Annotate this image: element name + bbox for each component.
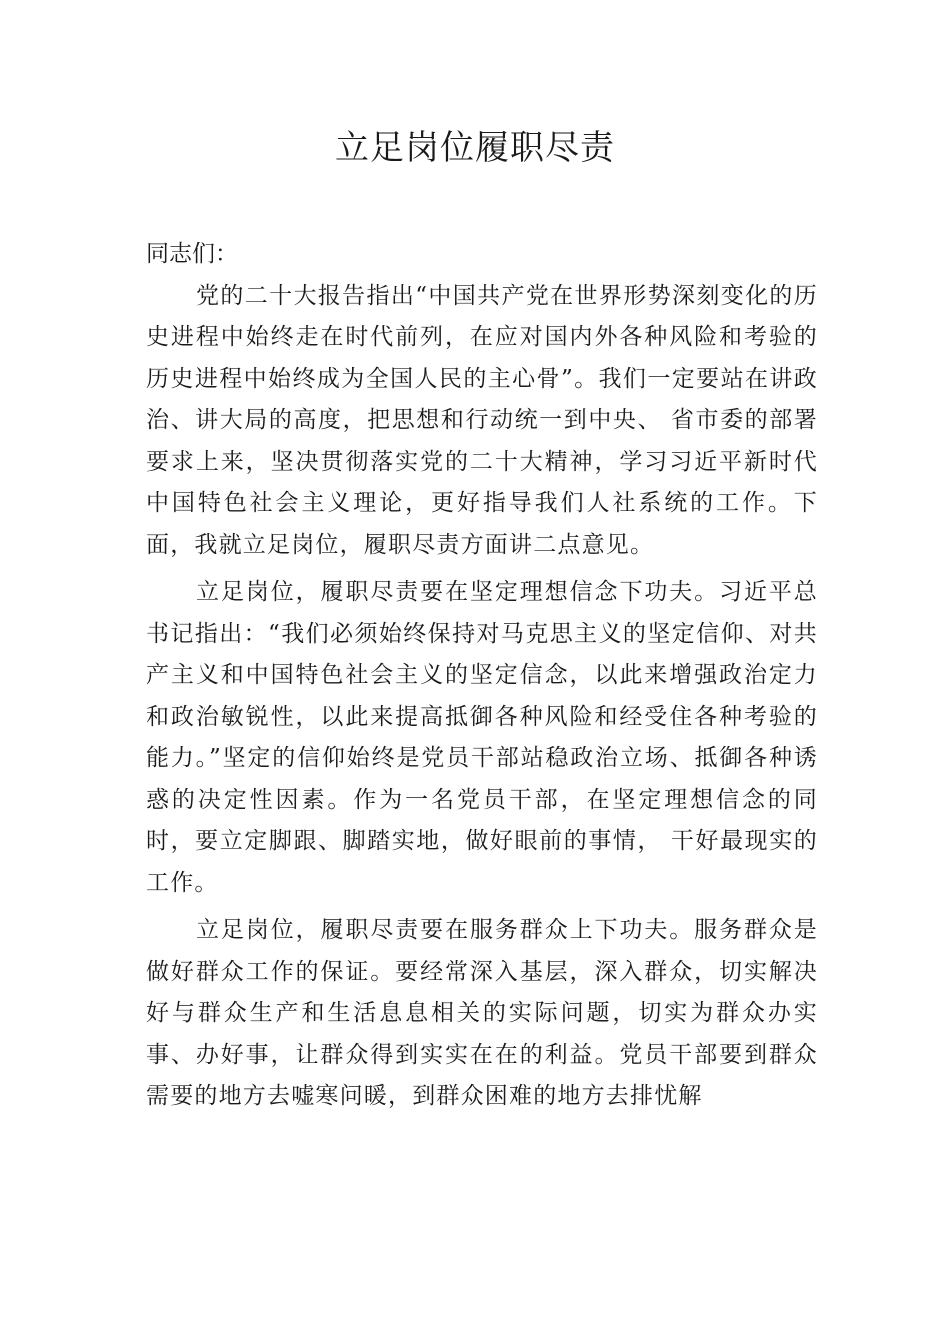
document-body xyxy=(146,234,818,1118)
paragraph-2: 立足岗位，履职尽责要在坚定理想信念下功夫。习近平总书记指出：“我们必须始终保持对马克思主义的坚定信仰、对共产主义和中国特色社会主义的坚定信念，以此来增强政治定力和政治敏锐性，以此来提高抵御各种风险和经受住各种考验的能力。”坚定的信仰始终是党员干部站稳政治立场、抵御各种诱惑的决定性因素。作为一名党员干部，在坚定理想信念的同时，要立定脚跟、脚踏实地，做好眼前的事情， 干好最现实的工作。 xyxy=(146,579,818,896)
greeting: 同志们： xyxy=(146,241,238,267)
paragraph-1: 党的二十大报告指出“中国共产党在世界形势深刻变化的历史进程中始终走在时代前列，在应对国内外各种风险和考验的历史进程中始终成为全国人民的主心骨”。我们一定要站在讲政治、讲大局的高度，把思想和行动统一到中央、 省市委的部署要求上来，坚决贯彻落实党的二十大精神，学习习近平新时代中国特色社会主义理论，更好指导我们人社系统的工作。下面，我就立足岗位，履职尽责方面讲二点意见。 xyxy=(146,282,818,558)
paragraph-3: 立足岗位，履职尽责要在服务群众上下功夫。服务群众是做好群众工作的保证。要经常深入基层，深入群众，切实解决好与群众生产和生活息息相关的实际问题，切实为群众办实事、办好事，让群众得到实实在在的利益。党员干部要到群众需要的地方去嘘寒问暖，到群众困难的地方去排忧解 xyxy=(146,917,818,1109)
document-title: 立足岗位履职尽责 xyxy=(335,128,615,168)
